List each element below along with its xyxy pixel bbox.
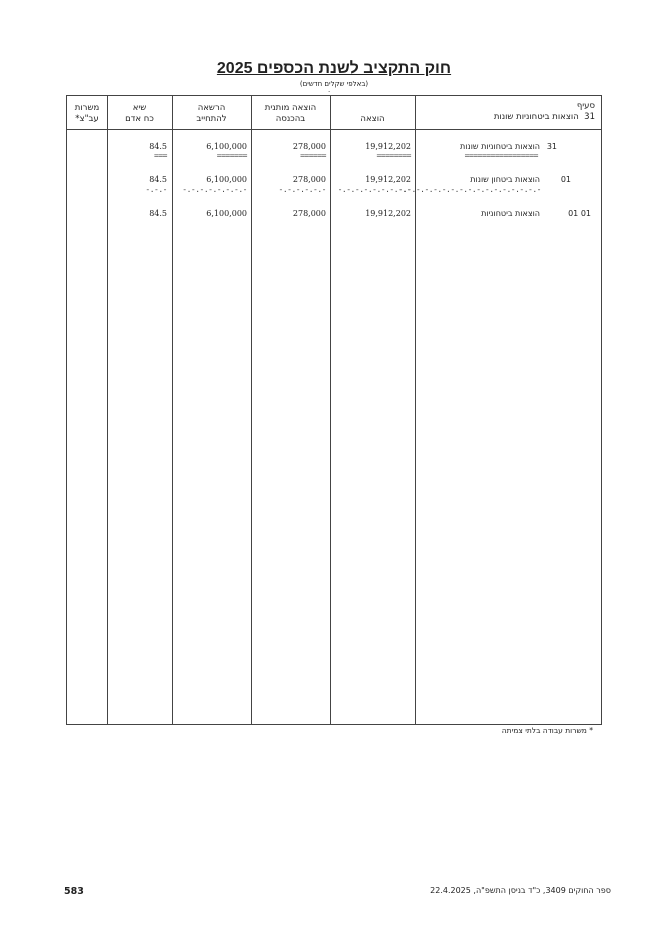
- row-authority: 6,100,000: [206, 209, 247, 218]
- row-peak: 84.5: [149, 209, 167, 218]
- header-authority-line2: להתחייב: [196, 114, 227, 124]
- row-code: 31: [546, 142, 557, 151]
- header-peak-manpower: [107, 103, 172, 125]
- units-subtitle: (באלפי שקלים חדשים): [299, 80, 369, 88]
- row-conditional: 278,000: [292, 209, 326, 218]
- header-tick-mark: ·: [328, 88, 331, 96]
- header-positions-line2: עב"צ*: [75, 114, 99, 124]
- row-peak: 84.5: [149, 175, 167, 184]
- row-code: 01 01: [568, 209, 591, 218]
- header-expense: הוצאה: [360, 114, 385, 124]
- row-name: הוצאות ביטחון שונות: [470, 175, 540, 184]
- row-expense: 19,912,202: [365, 142, 411, 151]
- header-section-line: [494, 112, 595, 123]
- column-divider: [251, 96, 252, 724]
- row-rule: -.-.-.-.-.-.-.-.-: [337, 185, 411, 194]
- page-title: חוק התקציב לשנת הכספים 2025: [216, 60, 452, 77]
- header-rule: [67, 129, 601, 130]
- row-conditional: 278,000: [292, 175, 326, 184]
- row-peak: 84.5: [149, 142, 167, 151]
- column-divider: [107, 96, 108, 724]
- budget-table: [66, 95, 602, 725]
- header-positions: [67, 103, 107, 125]
- publication-reference: ספר החוקים 3409, כ"ד בניסן התשפ"ה, 22.4.2025: [430, 886, 611, 895]
- header-peak-line2: כח אדם: [125, 114, 154, 124]
- header-section-label: סעיף: [576, 101, 595, 111]
- row-rule: ======: [300, 151, 326, 160]
- column-divider: [330, 96, 331, 724]
- row-authority: 6,100,000: [206, 142, 247, 151]
- row-rule: -.-.-: [145, 185, 167, 194]
- header-authority-line1: הרשאה: [197, 103, 226, 113]
- page-number: 583: [64, 886, 84, 897]
- header-section-code: 31: [584, 112, 595, 122]
- row-rule: -.-.-.-.-.-.-.-: [182, 185, 247, 194]
- row-authority: 6,100,000: [206, 175, 247, 184]
- header-section-name: הוצאות ביטחוניות שונות: [493, 112, 579, 122]
- header-peak-line1: שיא: [132, 103, 147, 113]
- row-expense: 19,912,202: [365, 209, 411, 218]
- header-conditional-expense: [251, 103, 330, 125]
- header-commitment-authority: [172, 103, 251, 125]
- row-rule: =======: [216, 151, 247, 160]
- row-code: 01: [560, 175, 571, 184]
- column-divider: [172, 96, 173, 724]
- row-conditional: 278,000: [292, 142, 326, 151]
- row-name: הוצאות ביטחוניות שונות: [460, 142, 540, 151]
- header-positions-line1: משרות: [74, 103, 100, 113]
- header-section: [494, 101, 595, 123]
- row-rule: =================: [464, 151, 538, 160]
- row-expense: 19,912,202: [365, 175, 411, 184]
- row-rule: ========: [376, 151, 411, 160]
- header-conditional-line2: בהכנסה: [275, 114, 306, 124]
- row-rule: -.-.-.-.-.-: [278, 185, 326, 194]
- row-name: הוצאות ביטחוניות: [481, 209, 540, 218]
- row-rule: ===: [154, 151, 167, 160]
- footnote: * משרות עבודה בלתי צמיתה: [501, 726, 593, 735]
- row-rule: -.-.-.-.-.-.-.-.-.-.-.-.-.-.-.-.-: [398, 185, 541, 194]
- header-conditional-line1: הוצאה מותנית: [264, 103, 317, 113]
